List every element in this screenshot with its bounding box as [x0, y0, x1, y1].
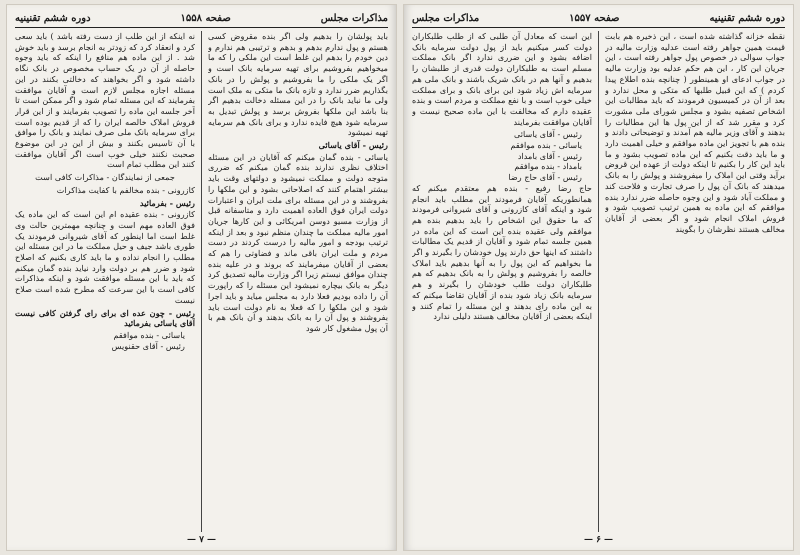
right-page-columns [412, 31, 785, 532]
left-page-footer: — ۷ — [186, 535, 217, 545]
vote-line: رئیس - آقای بامداد [517, 150, 582, 161]
document-spread [6, 4, 794, 551]
speaker-line: رئیس - چون عده ای برای رای گرفتن کافی نیست آقای یاسائی بفرمائید [15, 307, 195, 329]
center-note: جمعی از نمایندگان - مذاکرات کافی است [35, 172, 175, 183]
left-header-left: دوره ششم تقنینیه [15, 12, 91, 24]
vote-line: رئیس - آقای یاسائی [513, 129, 582, 140]
paragraph: نه اینکه از این طلب از دست رفته باشد ) باید سعی کرد و انعقاد کرد که زودتر به انجام برسد و باید خوش شد . از این ماده هم منافع را اینکه که باید وجوه حاصله از آن در یک حساب مخصوص در بانک نگاه داشته شود و اگر بخواهند که دخالتی بکنند در این مسئله اجازه مجلس لازم است و آقایان موافقت بفرمایند که این مسئله تمام شود و اگر ممکن است تا آخر جلسه این ماده را تصویب بفرمایند و از این قرار فروش املاک خالصه ایران را که از قدیم بوده است برای سرمایه بانک ملی صرف نمایند و بانک را موافق با آن تاسیس بکنند و بیش از این در این موضوع صحبت نکنند خیلی خوب است اگر آقایان موافقت کنند این مطلب تمام است [15, 31, 195, 170]
paragraph: این است که معادل آن طلبی که از طلب طلبکاران دولت کسر میکنیم باید از پول دولت سرمایه بانک اضافه بشود و این ضرری ندارد اگر بانک مملکت مسلم است به طلبکاران دولت قدری از طلبشان را بدهیم و آنها هم در بانک شریک باشند و بانک ملی هم سرمایه اش زیاد شود این برای بانک و برای مملکت خیلی خوب است و با نفع مملکت و مردم است و بنده عقیده دارم که مخالفت با این ماده صحیح نیست و آقایان موافقت بفرمایند [412, 31, 592, 127]
right-header-right: دوره ششم تقنینیه [709, 12, 785, 24]
column-divider [598, 31, 599, 532]
paragraph: باید پولشان را بدهیم ولی اگر بنده مقروض کسی هستم و پول ندارم بدهم و بدهم و ترتیبی هم ندارم و دین خودم را بدهم این غلط است این ملکی را که ما میخواهیم بفروشیم برای تهیه سرمایه بانک است و اگر یک ملکی را ما بفروشیم و پولش را در بانک بگذاریم ضرر ندارد و تازه بانک ما متکی به ملک است ولی ما نباید بانک را در این مسئله دخالت بدهیم اگر بنا باشد این ملکها بفروش برسد و پولش تبدیل به سرمایه شود هیچ فایده ندارد و برای بانک هم سرمایه تهیه نمیشود [208, 31, 388, 138]
column-divider [201, 31, 202, 532]
right-page-left-column [412, 31, 592, 532]
left-header-right: مذاكرات مجلس [320, 12, 388, 24]
paragraph: نقطه خزانه گذاشته شده است ، این ذخیره هم بابت قیمت همین جواهر رفته است عدلیه وزارت مالیه در جواب سوالی در خصوص پول جواهر رفته است ، این جریان این کار ، این هم حکم عدلیه بود وزارت مالیه در جواب ادعای او همینطور ( چنانچه بنده اطلاع پیدا کردم ) که این قبیل طلبها که متکی و محل ندارد و بعد از آن در کمیسیون فرمودند که باید مطالبات این اشخاص تصفیه بشود و مجلس شورای ملی مشورت کرد و مقرر شد که از این پول ها این مطالبات را بدهند و آقای وزیر مالیه هم آمدند و توضیحاتی دادند و بنده هم با تجویز این ماده موافقم و خیلی اهمیت دارد و ما باید دقت بکنیم که این ماده تصویب بشود و ما باید این کار را بکنیم تا اینکه دولت از عهده این قروض برآید وقتی این املاک را میفروشند و پولش را به بانک میدهند که بانک آن پول را صرف تجارت و فلاحت کند و مملکت آباد شود و این وجوه حاصله ضرر ندارد بنده موافقم که این ماده به همین ترتیب تصویب شود و فروش املاک انجام شود و اگر بعضی از آقایان مخالف هستند نظرشان را بگویند [605, 31, 785, 234]
right-page-right-column [605, 31, 785, 532]
left-page-columns [15, 31, 388, 532]
right-page [403, 4, 794, 551]
left-page-right-column [208, 31, 388, 532]
vote-line: یاسائی - بنده موافقم [510, 140, 582, 151]
left-header-center: صفحه ۱۵۵۸ [180, 12, 231, 24]
vote-line: رئیس - آقای حقنویس [111, 340, 185, 351]
paragraph: حاج رضا رفیع - بنده هم معتقدم میکنم که همانطوریکه آقایان فرمودند این مطلب باید انجام شود و اینکه آقای کازرونی و آقای شیروانی فرمودند که ما حقوق این اشخاص را باید بدهیم بنده هم موافقم ولی عقیده بنده این است که این ماده در همین جلسه تمام شود و آقایان از قدیم یک مطالبات داشتند که اینها حق دارند پول خودشان را بگیرند و اگر ما بخواهیم که این پول را به آنها بدهیم باید املاک خالصه را بفروشیم و پولش را به بانک بدهیم که هم طلبکاران دولت طلب خودشان را بگیرند و هم سرمایه بانک زیاد شود بنده از آقایان تقاضا میکنم که به این ماده رای بدهند و این مسئله را تمام کنند و اینکه بعضی از آقایان مخالف هستند دلیلی ندارد [412, 182, 592, 322]
paragraph: کازرونی - بنده مخالفم با کفایت مذاکرات [56, 184, 195, 195]
speaker-line: رئیس - آقای یاسائی [318, 140, 388, 151]
vote-line: یاسائی - بنده موافقم [113, 329, 185, 340]
speaker-line: رئیس - بفرمائید [139, 197, 195, 208]
right-page-header [412, 9, 785, 28]
right-page-footer: — ۶ — [583, 535, 614, 545]
left-page-header [15, 9, 388, 28]
vote-line: رئیس - آقای حاج رضا [508, 172, 582, 183]
vote-line: بامداد - بنده موافقم [514, 161, 582, 172]
paragraph: کازرونی - بنده عقیده ام این است که این ماده یک فوق العاده مهم است و چنانچه مهمترین حالت وی غلط است اما اینطور که آقای شیروانی فرمودند یک طوری باشد جیف و حیل مملکت ما در این مسئله این مطلب را انجام نداده و ما باید کاری بکنیم که اصلاح شود و ضرر هم بر دولت وارد نیاید بنده گمان میکنم که باید با این مسئله موافقت شود و اینکه مذاکرات کافی است با این سرعت که مطرح شده است صلاح نیست [15, 209, 195, 305]
right-header-center: صفحه ۱۵۵۷ [569, 12, 620, 24]
left-page-left-column [15, 31, 195, 532]
right-header-left: مذاکرات مجلس [412, 12, 480, 24]
left-page [6, 4, 397, 551]
paragraph: یاسائی - بنده گمان میکنم که آقایان در این مسئله اختلاف نظری ندارند بنده گمان میکنم که ضرری متوجه دولت و مملکت نمیشود و دولتهای وقت باید بیشتر اهتمام کنند که اصلاحاتی بشود و این ملکها را بفروشند و در این مسئله برای ملت ایران و اعتبارات دولت ایران فوق العاده اهمیت دارد و متاسفانه قبل از وزارت مسیو دوسن امریکائی و این کارها جریان امور مالیه مملکت ما چندان منظم نبود و بعد از اینکه ترتیب بودجه و امور مالیه را درست کردند در دست مردم و ملت ایران باقی ماند و فضاوتی را هم که بعضی از آقایان میفرمایند که بروند و در علیه بنده چندان موافق نیستم زیرا اگر وزارت مالیه تصدیق کرد دیگر به بانک بیچاره نمیشود این مسئله را که راپورت آن را داده بودیم فعلا دارد به مجلس میاید و باید اجرا شود و این ملکها را که فعلا به نام دولت است باید بفروشند و پول آن را به بانک بدهند و آن بانک هم با آن پول مشغول کار شود [208, 151, 388, 333]
